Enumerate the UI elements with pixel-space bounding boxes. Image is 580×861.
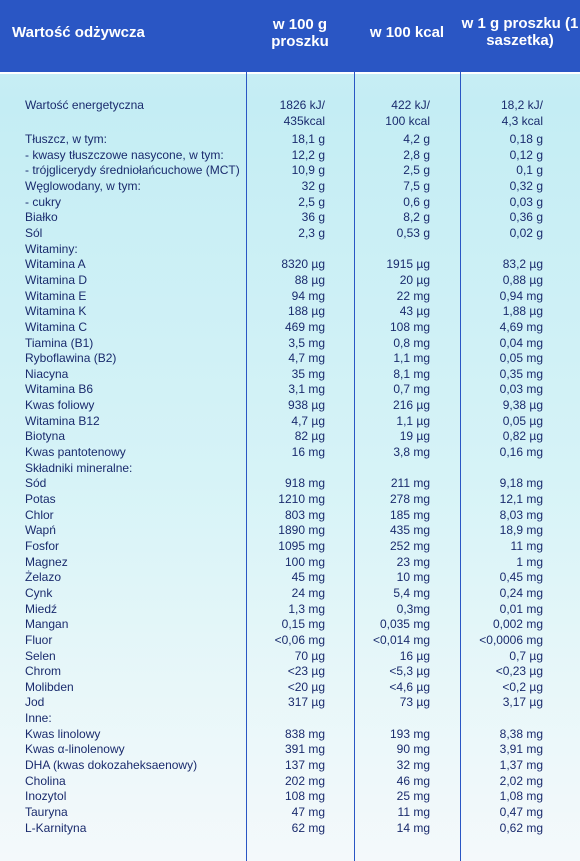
row-value-per-1g: 0,7 µg — [509, 648, 543, 663]
row-value-per-1g: 0,45 mg — [499, 570, 543, 585]
row-value-per-100g: 469 mg — [284, 319, 325, 334]
row-value-per-100kcal: 7,5 g — [403, 178, 430, 193]
row-value-per-100g: 202 mg — [284, 773, 325, 788]
row-value-per-1g: 1,88 µg — [502, 304, 543, 319]
row-value-per-100kcal: 4,2 g — [403, 132, 430, 146]
row-value-per-1g: 12,1 mg — [499, 491, 543, 506]
row-value-per-100kcal: 32 mg — [396, 758, 430, 772]
row-value-per-100kcal: <5,3 µg — [389, 664, 430, 679]
row-value-per-100g: 36 g — [301, 210, 325, 225]
row-value-per-100kcal: 73 µg — [399, 695, 430, 710]
row-value-per-1g: 1,37 mg — [499, 758, 543, 772]
row-value-per-100g: 391 mg — [284, 742, 325, 757]
row-label: Wapń — [25, 523, 56, 538]
header-label: Wartość odżywcza — [12, 24, 145, 41]
row-label: Witaminy: — [25, 241, 78, 256]
energy-v2-line2: 100 kcal — [385, 114, 430, 128]
row-value-per-100g: <20 µg — [287, 679, 325, 694]
row-label: DHA (kwas dokozaheksaenowy) — [25, 758, 198, 772]
row-value-per-100g: 1,3 mg — [288, 601, 325, 616]
row-value-per-1g: 0,82 µg — [502, 429, 543, 444]
row-value-per-100g: 10,9 g — [291, 163, 325, 178]
row-value-per-100g: 18,1 g — [291, 132, 325, 146]
row-value-per-100g: 3,1 mg — [288, 382, 325, 397]
row-value-per-1g: 0,02 g — [509, 225, 543, 240]
row-value-per-100g: <23 µg — [287, 664, 325, 679]
row-value-per-100kcal: 108 mg — [389, 319, 430, 334]
row-label: Tauryna — [25, 805, 68, 819]
row-value-per-100g: 137 mg — [284, 758, 325, 772]
row-label: Molibden — [25, 679, 74, 694]
row-value-per-1g: 0,05 µg — [502, 413, 543, 428]
row-label: Mangan — [25, 617, 69, 632]
row-value-per-100g: 3,5 mg — [288, 335, 325, 350]
row-value-per-1g: 0,05 mg — [499, 351, 543, 366]
row-value-per-100kcal: 0,53 g — [396, 225, 430, 240]
row-value-per-100g: 16 mg — [291, 445, 325, 459]
energy-v3-line2: 4,3 kcal — [501, 114, 543, 128]
energy-v1-line2: 435kcal — [283, 114, 325, 128]
header-per-1g: w 1 g proszku (1 saszetka) — [461, 15, 579, 49]
row-value-per-1g: 0,01 mg — [499, 601, 543, 616]
row-label: L-Karnityna — [25, 820, 87, 835]
row-value-per-100g: 70 µg — [294, 648, 325, 663]
row-value-per-1g: 0,35 mg — [499, 366, 543, 381]
row-value-per-100kcal: 22 mg — [396, 288, 430, 303]
row-label: Fluor — [25, 632, 53, 647]
row-value-per-100g: <0,06 mg — [274, 632, 325, 647]
row-value-per-100kcal: 14 mg — [396, 820, 430, 835]
row-value-per-1g: 0,94 mg — [499, 288, 543, 303]
column-divider — [246, 72, 247, 861]
row-value-per-100kcal: <0,014 mg — [372, 632, 430, 647]
row-value-per-1g: 9,18 mg — [499, 476, 543, 491]
row-value-per-1g: 1,08 mg — [499, 789, 543, 804]
row-value-per-100g: 45 mg — [291, 570, 325, 585]
row-value-per-100kcal: 2,8 g — [403, 147, 430, 162]
row-value-per-1g: <0,23 µg — [495, 664, 543, 679]
row-value-per-100kcal: 0,6 g — [403, 194, 430, 209]
row-value-per-1g: 3,91 mg — [499, 742, 543, 757]
row-label: - trójglicerydy średniołańcuchowe (MCT) — [25, 163, 240, 178]
row-label: Chlor — [25, 507, 54, 522]
row-value-per-100kcal: 19 µg — [399, 429, 430, 444]
row-value-per-100kcal: 2,5 g — [403, 163, 430, 178]
row-value-per-100kcal: 20 µg — [399, 272, 430, 287]
row-value-per-100g: 94 mg — [291, 288, 325, 303]
row-label: Inne: — [25, 711, 52, 726]
row-value-per-100g: 317 µg — [288, 695, 325, 710]
row-label: Sól — [25, 225, 43, 240]
row-value-per-100kcal: 252 mg — [389, 538, 430, 553]
row-value-per-100g: 1210 mg — [278, 491, 325, 506]
row-label: Magnez — [25, 554, 68, 569]
row-value-per-100g: 8320 µg — [281, 257, 325, 272]
row-value-per-100kcal: 16 µg — [399, 648, 430, 663]
row-value-per-100g: 2,3 g — [298, 225, 325, 240]
energy-v2-line1: 422 kJ/ — [391, 98, 430, 112]
row-value-per-1g: 0,03 mg — [499, 382, 543, 397]
row-value-per-100g: 108 mg — [284, 789, 325, 804]
row-value-per-1g: 0,16 mg — [499, 445, 543, 459]
row-value-per-1g: 0,36 g — [509, 210, 543, 225]
row-label: Witamina B12 — [25, 413, 100, 428]
row-value-per-1g: 4,69 mg — [499, 319, 543, 334]
row-value-per-1g: 1 mg — [516, 554, 543, 569]
energy-label: Wartość energetyczna — [25, 98, 144, 112]
row-label: Żelazo — [25, 570, 62, 585]
row-value-per-100kcal: 0,8 mg — [393, 335, 430, 350]
row-value-per-1g: 3,17 µg — [502, 695, 543, 710]
row-value-per-1g: 8,03 mg — [499, 507, 543, 522]
row-value-per-100kcal: 216 µg — [393, 398, 430, 413]
row-label: Chrom — [25, 664, 62, 679]
row-value-per-100g: 82 µg — [294, 429, 325, 444]
row-label: Potas — [25, 491, 56, 506]
row-label: Biotyna — [25, 429, 66, 444]
row-value-per-100g: 0,15 mg — [281, 617, 325, 632]
row-value-per-100g: 88 µg — [294, 272, 325, 287]
column-divider — [354, 72, 355, 861]
row-value-per-1g: 0,03 g — [509, 194, 543, 209]
row-value-per-1g: 9,38 µg — [502, 398, 543, 413]
row-label: Selen — [25, 648, 56, 663]
row-value-per-100g: 803 mg — [284, 507, 325, 522]
row-value-per-100kcal: 1915 µg — [386, 257, 430, 272]
row-label: Składniki mineralne: — [25, 460, 133, 475]
row-value-per-100g: 100 mg — [284, 554, 325, 569]
row-value-per-100g: 188 µg — [288, 304, 325, 319]
energy-v1-line1: 1826 kJ/ — [279, 98, 325, 112]
row-value-per-100g: 1890 mg — [278, 523, 325, 538]
row-value-per-100kcal: 3,8 mg — [393, 445, 430, 459]
row-label: Witamina B6 — [25, 382, 94, 397]
column-divider — [460, 72, 461, 861]
row-value-per-1g: <0,0006 mg — [479, 632, 543, 647]
row-label: Cholina — [25, 773, 66, 788]
row-value-per-1g: 0,12 g — [509, 147, 543, 162]
row-label: Cynk — [25, 585, 53, 600]
row-label: Witamina A — [25, 257, 86, 272]
row-label: Jod — [25, 695, 45, 710]
row-value-per-1g: 0,18 g — [509, 132, 543, 146]
row-value-per-100g: 24 mg — [291, 585, 325, 600]
row-value-per-100kcal: 8,2 g — [403, 210, 430, 225]
row-value-per-100g: 4,7 µg — [291, 413, 325, 428]
row-value-per-100g: 918 mg — [284, 476, 325, 491]
row-value-per-1g: 2,02 mg — [499, 773, 543, 788]
energy-v3-line1: 18,2 kJ/ — [500, 98, 543, 112]
row-value-per-100kcal: <4,6 µg — [389, 679, 430, 694]
row-label: Witamina K — [25, 304, 87, 319]
row-value-per-100g: 35 mg — [291, 366, 325, 381]
row-label: Witamina C — [25, 319, 88, 334]
row-value-per-100g: 32 g — [301, 178, 325, 193]
row-label: Kwas pantotenowy — [25, 445, 126, 459]
row-value-per-100g: 4,7 mg — [288, 351, 325, 366]
row-label: Kwas foliowy — [25, 398, 95, 413]
row-label: Fosfor — [25, 538, 60, 553]
row-value-per-100kcal: 1,1 µg — [396, 413, 430, 428]
header-per-100g: w 100 g proszku — [271, 16, 329, 50]
row-value-per-100kcal: 185 mg — [389, 507, 430, 522]
row-value-per-1g: 0,88 µg — [502, 272, 543, 287]
row-value-per-100kcal: 1,1 mg — [393, 351, 430, 366]
row-value-per-100kcal: 278 mg — [389, 491, 430, 506]
row-value-per-100kcal: 193 mg — [389, 726, 430, 741]
row-value-per-100kcal: 11 mg — [397, 805, 430, 819]
row-label: Niacyna — [25, 366, 69, 381]
row-value-per-1g: 83,2 µg — [502, 257, 543, 272]
row-value-per-1g: 0,1 g — [516, 163, 543, 178]
header-per-100kcal: w 100 kcal — [369, 24, 445, 41]
row-label: Miedź — [25, 601, 58, 616]
row-label: Witamina D — [25, 272, 88, 287]
row-value-per-1g: 11 mg — [510, 538, 543, 553]
row-value-per-1g: 0,24 mg — [499, 585, 543, 600]
row-label: Kwas α-linolenowy — [25, 742, 125, 757]
row-value-per-100kcal: 46 mg — [396, 773, 430, 788]
row-value-per-100kcal: 0,035 mg — [379, 617, 430, 632]
row-value-per-100kcal: 0,7 mg — [393, 382, 430, 397]
row-value-per-100g: 12,2 g — [291, 147, 325, 162]
row-value-per-100g: 62 mg — [291, 820, 325, 835]
row-label: Sód — [25, 476, 47, 491]
row-label: Tiamina (B1) — [25, 335, 94, 350]
row-value-per-1g: 0,62 mg — [499, 820, 543, 835]
row-value-per-1g: 0,04 mg — [499, 335, 543, 350]
row-label: Tłuszcz, w tym: — [25, 132, 108, 146]
row-value-per-1g: 8,38 mg — [499, 726, 543, 741]
row-value-per-100kcal: 0,3mg — [396, 601, 430, 616]
row-value-per-100kcal: 43 µg — [399, 304, 430, 319]
row-value-per-100kcal: 435 mg — [389, 523, 430, 538]
row-value-per-100g: 47 mg — [291, 805, 325, 819]
row-value-per-100g: 938 µg — [288, 398, 325, 413]
row-label: Kwas linolowy — [25, 726, 101, 741]
row-value-per-100g: 838 mg — [284, 726, 325, 741]
row-label: Inozytol — [25, 789, 67, 804]
row-label: Białko — [25, 210, 58, 225]
row-label: - cukry — [25, 194, 61, 209]
row-label: - kwasy tłuszczowe nasycone, w tym: — [25, 147, 224, 162]
table-header — [0, 0, 580, 72]
row-value-per-1g: 0,32 g — [509, 178, 543, 193]
row-value-per-1g: <0,2 µg — [502, 679, 543, 694]
row-value-per-100kcal: 90 mg — [396, 742, 430, 757]
row-value-per-100g: 2,5 g — [298, 194, 325, 209]
row-label: Węglowodany, w tym: — [25, 178, 141, 193]
row-value-per-1g: 18,9 mg — [499, 523, 543, 538]
row-value-per-100kcal: 25 mg — [396, 789, 430, 804]
row-value-per-100g: 1095 mg — [278, 538, 325, 553]
row-value-per-100kcal: 10 mg — [396, 570, 430, 585]
header-divider — [0, 72, 580, 74]
row-label: Witamina E — [25, 288, 87, 303]
row-label: Ryboflawina (B2) — [25, 351, 117, 366]
row-value-per-100kcal: 8,1 mg — [393, 366, 430, 381]
row-value-per-1g: 0,47 mg — [499, 805, 543, 819]
row-value-per-100kcal: 23 mg — [396, 554, 430, 569]
row-value-per-100kcal: 211 mg — [390, 476, 430, 491]
row-value-per-1g: 0,002 mg — [492, 617, 543, 632]
row-value-per-100kcal: 5,4 mg — [393, 585, 430, 600]
